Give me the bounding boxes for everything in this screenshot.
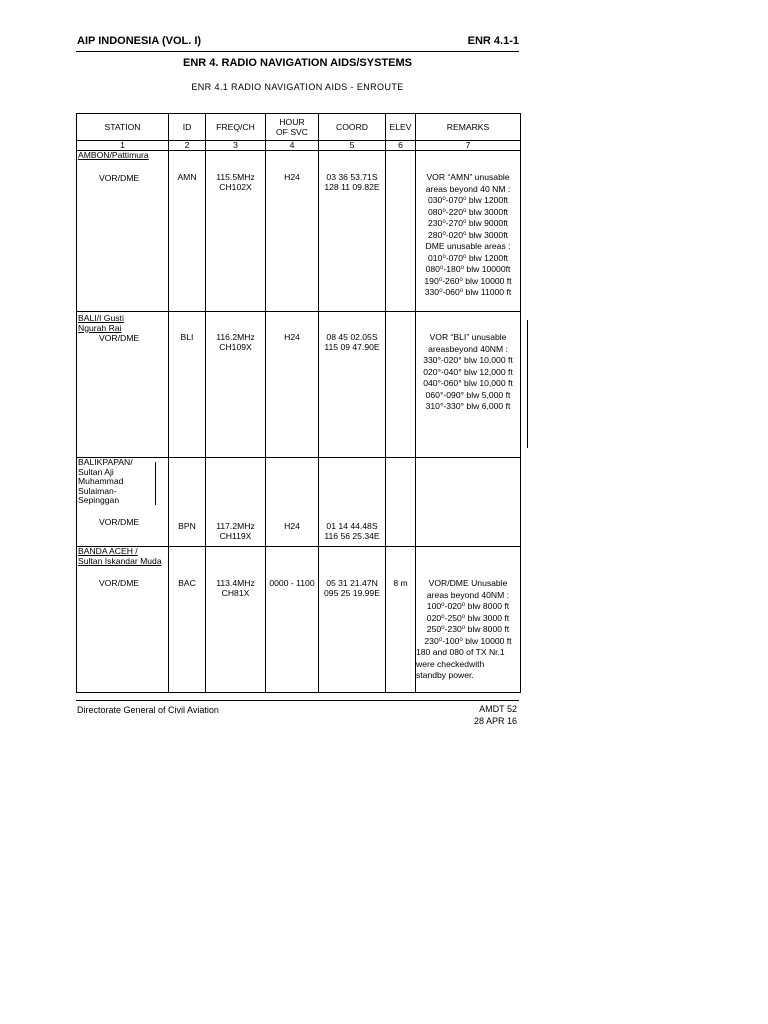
remarks-line: standby power. (416, 670, 474, 680)
remarks-line: 020⁰-250⁰ blw 3000 ft (426, 612, 510, 623)
longitude: 116 56 25.34E (324, 531, 380, 541)
remarks-cell (416, 151, 521, 312)
header-hour-line: HOUR (279, 117, 305, 127)
station-name: Ngurah Rai (78, 322, 122, 333)
remarks-line: were checkedwith (416, 658, 485, 669)
remarks-cell (416, 458, 521, 547)
header-rule (76, 51, 519, 52)
remarks-line: 040°-060° blw 10,000 ft (423, 378, 513, 388)
remarks-line: 330°-020° blw 10,000 ft (423, 355, 513, 365)
remarks-line: 190⁰-260⁰ blw 10000 ft (424, 275, 512, 286)
remarks-line: 030⁰-070⁰ blw 1200ft (428, 195, 508, 205)
station-name: AMBON/Pattimura (78, 150, 149, 160)
table-row (77, 312, 521, 458)
frequency: 115.5MHz (216, 172, 255, 182)
elev-cell (386, 151, 416, 312)
footer-publisher: Directorate General of Civil Aviation (77, 705, 219, 715)
elevation: 8 m (393, 578, 408, 588)
latitude: 03 36 53.71S (326, 172, 378, 182)
id-cell (169, 151, 206, 312)
footer-date: 28 APR 16 (473, 716, 517, 726)
remarks-line: 280⁰-020⁰ blw 3000ft (428, 229, 508, 240)
id-cell (169, 312, 206, 458)
facility-type: VOR/DME (99, 333, 140, 343)
remarks-line: areas beyond 40 NM : (425, 183, 511, 194)
remarks-line: areas beyond 40NM : (426, 589, 510, 600)
longitude: 128 11 09.82E (324, 182, 380, 192)
remarks-line: 180 and 080 of TX Nr.1 (416, 647, 505, 657)
coord-cell (319, 151, 386, 312)
footer-rule (76, 700, 519, 701)
header-station: STATION (77, 114, 169, 141)
remarks-line: 310°-330° blw 6,000 ft (425, 401, 511, 411)
section-title: ENR 4. RADIO NAVIGATION AIDS/SYSTEMS (183, 57, 412, 69)
remarks-cell (416, 547, 521, 693)
remarks-line: areasbeyond 40NM : (428, 343, 508, 354)
station-id: AMN (177, 172, 197, 182)
footer-amendment: AMDT 52 (479, 704, 517, 714)
freq-cell (206, 547, 266, 693)
remarks-line: 060°-090° blw 5,000 ft (425, 389, 511, 400)
remarks-line: 010⁰-070⁰ blw 1200ft (428, 252, 508, 263)
header-elev: ELEV (386, 114, 416, 141)
hours-cell (266, 458, 319, 547)
station-name: BALIKPAPAN/ (78, 457, 133, 467)
change-bar (155, 462, 156, 505)
hours-cell (266, 151, 319, 312)
hours-cell (266, 547, 319, 693)
station-name: BANDA ACEH / (78, 546, 138, 556)
remarks-line: 020°-040° blw 12,000 ft (423, 366, 513, 377)
table-row (77, 547, 521, 693)
remarks-line: 230⁰-270⁰ blw 9000ft (428, 218, 508, 228)
header-hour-line: OF SVC (276, 127, 308, 137)
station-id: BPN (178, 521, 196, 531)
frequency: 117.2MHz (216, 521, 255, 531)
elev-cell (386, 458, 416, 547)
station-name: BALI/I Gusti (78, 313, 124, 323)
remarks-line: VOR “AMN” unusable (426, 172, 510, 182)
station-cell (77, 312, 169, 458)
column-number-row (77, 141, 521, 151)
channel: CH109X (219, 342, 252, 352)
frequency: 113.4MHz (216, 578, 255, 588)
hours-cell (266, 312, 319, 458)
column-number: 3 (206, 141, 266, 151)
hours-of-service: H24 (284, 172, 300, 182)
station-id: BLI (180, 332, 194, 342)
remarks-line: VOR “BLI” unusable (429, 332, 507, 342)
facility-type: VOR/DME (99, 516, 140, 527)
station-id: BAC (178, 578, 196, 588)
freq-cell (206, 151, 266, 312)
station-name: Sultan Iskandar Muda (78, 555, 162, 566)
header-remarks: REMARKS (416, 114, 521, 141)
station-cell (77, 151, 169, 312)
remarks-line: 080⁰-220⁰ blw 3000ft (428, 206, 508, 217)
header-id: ID (169, 114, 206, 141)
latitude: 05 31 21.47N (326, 578, 378, 588)
facility-type: VOR/DME (99, 172, 140, 183)
navaids-table (76, 113, 521, 693)
remarks-line: VOR/DME Unusable (428, 578, 508, 588)
header-coord: COORD (319, 114, 386, 141)
column-number: 6 (386, 141, 416, 151)
table-row (77, 151, 521, 312)
document-page-ref: ENR 4.1-1 (467, 35, 519, 47)
id-cell (169, 547, 206, 693)
channel: CH102X (219, 182, 252, 192)
id-cell (169, 458, 206, 547)
channel: CH81X (221, 588, 250, 598)
column-number: 4 (266, 141, 319, 151)
remarks-cell (416, 312, 521, 458)
remarks-line: 250⁰-230⁰ blw 8000 ft (426, 624, 510, 634)
facility-type: VOR/DME (99, 578, 140, 588)
remarks-line: 100⁰-020⁰ blw 8000 ft (426, 601, 510, 611)
freq-cell (206, 458, 266, 547)
section-subtitle: ENR 4.1 RADIO NAVIGATION AIDS - ENROUTE (191, 82, 404, 92)
frequency: 116.2MHz (216, 332, 255, 342)
channel: CH119X (219, 531, 252, 541)
remarks-line: DME unusable areas : (425, 241, 511, 251)
column-number: 5 (319, 141, 386, 151)
elev-cell (386, 312, 416, 458)
longitude: 115 09 47.90E (324, 342, 380, 352)
elev-cell (386, 547, 416, 693)
station-cell (77, 547, 169, 693)
document-header-title: AIP INDONESIA (VOL. I) (77, 35, 202, 47)
column-number: 1 (77, 141, 169, 151)
table-row (77, 458, 521, 547)
remarks-line: 080⁰-180⁰ blw 10000ft (425, 264, 511, 274)
hours-of-service: H24 (284, 521, 300, 531)
hours-of-service: 0000 - 1100 (269, 578, 315, 588)
remarks-line: 330⁰-060⁰ blw 11000 ft (424, 287, 512, 297)
change-bar (527, 320, 528, 448)
latitude: 01 14 44.48S (326, 521, 378, 531)
station-name: Sultan Aji (78, 466, 114, 477)
coord-cell (319, 547, 386, 693)
station-name: Sepinggan (78, 495, 120, 505)
station-name: Muhammad (78, 476, 124, 486)
station-name: Sulaiman- (78, 485, 117, 496)
remarks-line: 230⁰-100⁰ blw 10000 ft (424, 635, 512, 646)
longitude: 095 25 19.99E (324, 588, 380, 598)
coord-cell (319, 458, 386, 547)
latitude: 08 45 02.05S (326, 332, 378, 342)
coord-cell (319, 312, 386, 458)
header-freq: FREQ/CH (206, 114, 266, 141)
header-hour (266, 114, 319, 141)
column-number: 7 (416, 141, 521, 151)
freq-cell (206, 312, 266, 458)
column-number: 2 (169, 141, 206, 151)
hours-of-service: H24 (284, 332, 300, 342)
